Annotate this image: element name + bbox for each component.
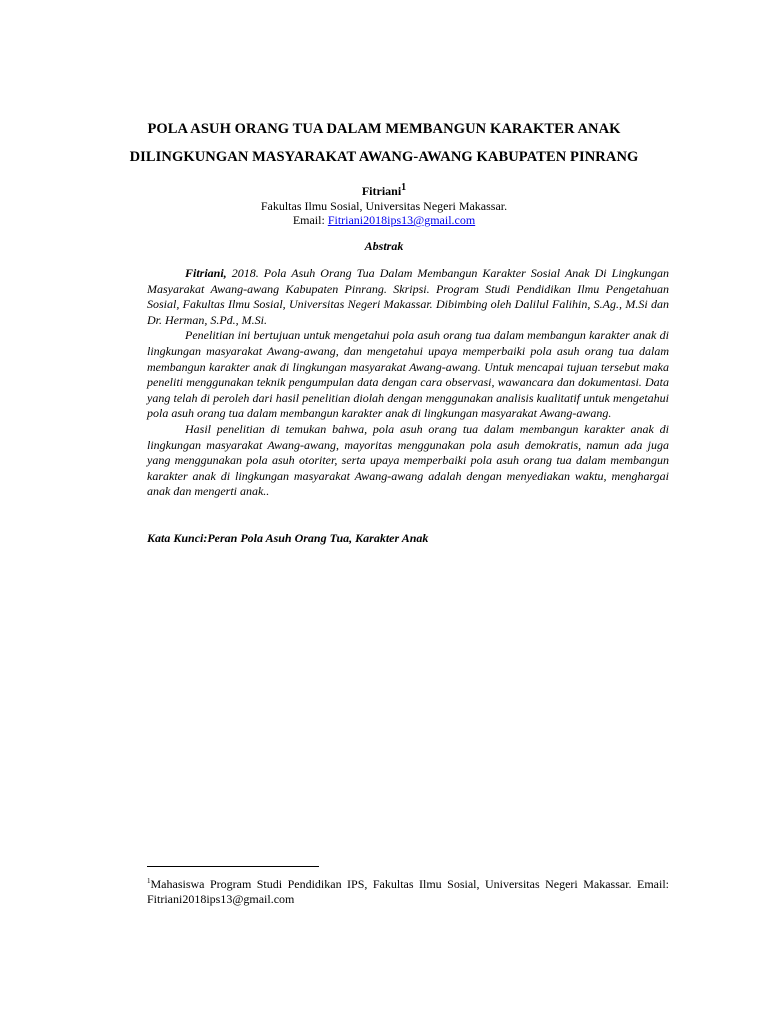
abstract-paragraph-citation	[147, 266, 669, 328]
footnote-text: Mahasiswa Program Studi Pendidikan IPS, Fakultas Ilmu Sosial, Universitas Negeri Makassar. Email: Fitriani2018ips13@gmail.com	[147, 877, 669, 906]
author-footnote-mark: 1	[401, 182, 407, 193]
author-affiliation: Fakultas Ilmu Sosial, Universitas Negeri Makassar.	[260, 198, 508, 213]
footnote	[147, 874, 669, 907]
author-name: Fitriani	[361, 184, 402, 198]
abstract-paragraph-2: Penelitian ini bertujuan untuk mengetahui pola asuh orang tua dalam membangun karakter anak di lingkungan masyarakat Awang-awang, dan mengetahui upaya memperbaiki pola asuh orang tua dalam membangun karakter anak di lingkungan masyarakat Awang-awang. Untuk mencapai tujuan tersebut maka peneliti menggunakan teknik pengumpulan data dengan cara observasi, wawancara dan dokumentasi. Data yang telah di peroleh dari hasil penelitian diolah dengan menggunakan analisis kualitatif untuk mengetahui pola asuh orang tua dalam membangun karakter anak di lingkungan masyarakat Awang-awang.	[147, 328, 669, 421]
email-link[interactable]: Fitriani2018ips13@gmail.com	[327, 213, 476, 227]
abstract-heading: Abstrak	[364, 239, 404, 253]
paper-title-line-2: DILINGKUNGAN MASYARAKAT AWANG-AWANG KABUPATEN PINRANG	[129, 149, 639, 165]
author-block	[100, 181, 668, 228]
abstract-body	[147, 266, 669, 500]
citation-author: Fitriani,	[185, 266, 227, 280]
keywords: Kata Kunci:Peran Pola Asuh Orang Tua, Karakter Anak	[147, 531, 429, 545]
footnote-divider	[147, 866, 319, 867]
paper-title-line-1: POLA ASUH ORANG TUA DALAM MEMBANGUN KARAKTER ANAK	[147, 121, 621, 137]
abstract-paragraph-3: Hasil penelitian di temukan bahwa, pola asuh orang tua dalam membangun karakter anak di lingkungan masyarakat Awang-awang, mayoritas menggunakan pola asuh demokratis, namun ada juga yang menggunakan pola asuh otoriter, serta upaya memperbaiki pola asuh orang tua dalam membangun karakter anak di lingkungan masyarakat Awang-awang adalah dengan menyediakan waktu, menghargai anak dan mengerti anak..	[147, 421, 669, 499]
citation-text: 2018. Pola Asuh Orang Tua Dalam Membangun Karakter Sosial Anak Di Lingkungan Masyarakat Awang-awang Kabupaten Pinrang. Skripsi. Program Studi Pendidikan Ilmu Pengetahuan Sosial, Fakultas Ilmu Sosial, Universitas Negeri Makassar. Dibimbing oleh Dalilul Falihin, S.Ag., M.Si dan Dr. Herman, S.Pd., M.Si.	[147, 266, 669, 327]
footnote-mark: 1	[147, 877, 151, 885]
author-email-line	[100, 213, 668, 228]
author-name-line	[100, 181, 668, 199]
email-label: Email:	[292, 213, 328, 227]
